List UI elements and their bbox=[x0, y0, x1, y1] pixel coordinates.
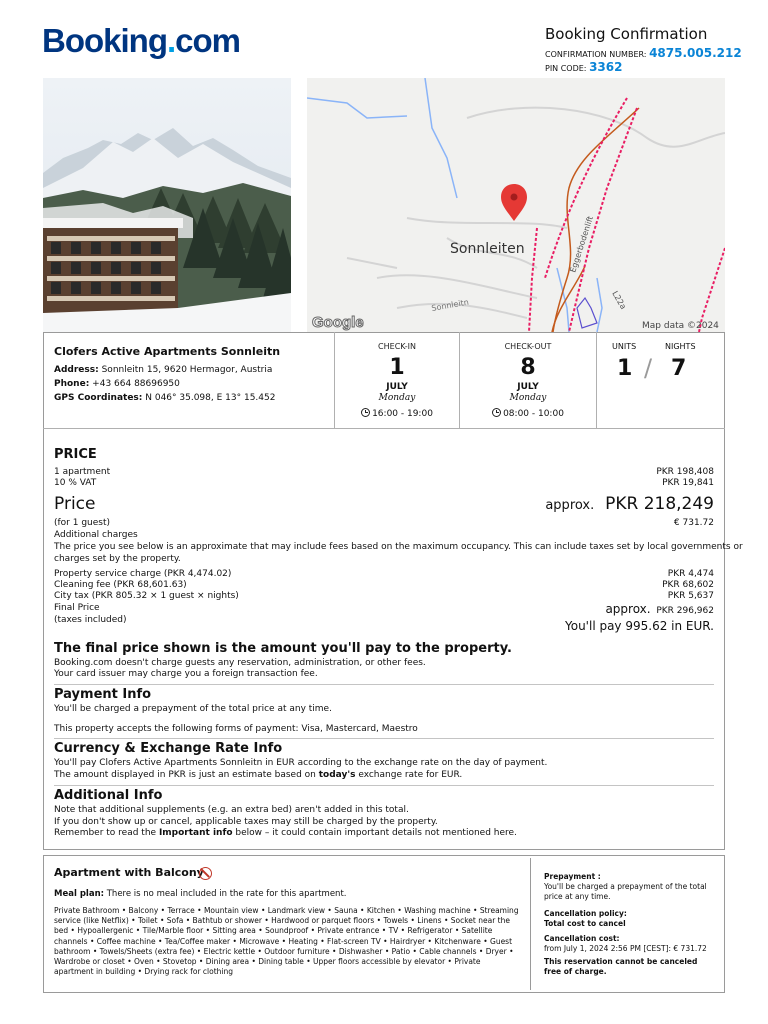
price-approx: approx. bbox=[545, 498, 595, 513]
taxes-included: (taxes included) bbox=[54, 615, 127, 625]
additional-charges-label: Additional charges bbox=[54, 530, 138, 540]
units-value: 1 bbox=[617, 356, 633, 381]
cleaning-fee-value: PKR 68,602 bbox=[662, 580, 714, 590]
clock-icon bbox=[492, 408, 501, 417]
pin-code-line bbox=[545, 60, 742, 74]
confirmation-title: Booking Confirmation bbox=[545, 25, 708, 43]
price-label: Price bbox=[54, 494, 96, 514]
property-name: Clofers Active Apartments Sonnleitn bbox=[54, 345, 281, 358]
phone-value: +43 664 88696950 bbox=[92, 379, 180, 389]
additional-info-line-1: Note that additional supplements (e.g. an extra bed) aren't added in this total. bbox=[54, 805, 409, 815]
units-label: UNITS bbox=[612, 342, 637, 351]
checkin-time-value: 16:00 - 19:00 bbox=[372, 409, 433, 419]
property-photo bbox=[43, 78, 291, 332]
guests-label: (for 1 guest) bbox=[54, 518, 111, 528]
final-approx: approx. bbox=[605, 602, 651, 616]
divider bbox=[54, 785, 714, 786]
prepayment-policy bbox=[544, 872, 716, 902]
vat-value: PKR 19,841 bbox=[662, 478, 714, 488]
apartment-label: 1 apartment bbox=[54, 467, 111, 477]
cancellation-cost-value: from July 1, 2024 2:56 PM [CEST]: € 731.72 bbox=[544, 944, 707, 953]
vat-label: 10 % VAT bbox=[54, 478, 97, 488]
map-credit: Map data ©2024 bbox=[642, 321, 719, 331]
important-info-link[interactable]: Important info bbox=[158, 828, 233, 838]
additional-line-3-c: below – it could contain important details not mentioned here. bbox=[232, 828, 517, 838]
cancellation-note-text: This reservation cannot be canceled free of charge. bbox=[544, 957, 698, 976]
currency-line-1: You'll pay Clofers Active Apartments Sonnleitn in EUR according to the exchange rate on the day of payment. bbox=[54, 758, 548, 768]
checkin-day: 1 bbox=[389, 355, 405, 380]
divider bbox=[54, 684, 714, 685]
final-price-line bbox=[605, 602, 714, 616]
final-note-line-1: Booking.com doesn't charge guests any reservation, administration, or other fees. bbox=[54, 658, 426, 668]
final-note-heading: The final price shown is the amount you'll pay to the property. bbox=[54, 641, 512, 656]
checkout-day: 8 bbox=[520, 355, 536, 380]
phone-label: Phone: bbox=[54, 379, 90, 389]
pin-code: 3362 bbox=[589, 60, 623, 74]
price-disclaimer-1: The price you see below is an approximate that may include fees based on the maximum occupancy. This can include taxes set by local governments or bbox=[54, 542, 743, 552]
checkin-month: JULY bbox=[386, 382, 408, 392]
cancellation-value: Total cost to cancel bbox=[544, 919, 626, 928]
property-phone bbox=[54, 379, 180, 389]
checkin-block bbox=[335, 342, 459, 419]
location-map[interactable] bbox=[307, 78, 725, 332]
checkin-weekday: Monday bbox=[378, 393, 416, 403]
meal-plan-value: There is no meal included in the rate for this apartment. bbox=[104, 889, 347, 899]
cleaning-fee-label: Cleaning fee (PKR 68,601.63) bbox=[54, 580, 187, 590]
map-canvas bbox=[307, 78, 725, 332]
currency-line-2-a: The amount displayed in PKR is just an estimate based on bbox=[54, 770, 319, 780]
checkin-time bbox=[335, 408, 459, 419]
confirmation-number-label: CONFIRMATION NUMBER: bbox=[545, 50, 647, 59]
divider bbox=[596, 332, 597, 428]
logo-text-dot: . bbox=[166, 22, 176, 59]
price-disclaimer-2: charges set by the property. bbox=[54, 554, 181, 564]
apartment-value: PKR 198,408 bbox=[656, 467, 714, 477]
address-label: Address: bbox=[54, 365, 99, 375]
cancellation-note bbox=[544, 957, 716, 977]
address-value: Sonnleitn 15, 9620 Hermagor, Austria bbox=[101, 365, 273, 375]
checkout-label: CHECK-OUT bbox=[504, 342, 552, 351]
payment-info-line-1: You'll be charged a prepayment of the total price at any time. bbox=[54, 704, 332, 714]
map-road-label-lift: Eggerbodenlift bbox=[568, 214, 596, 274]
property-gps bbox=[54, 393, 275, 403]
units-nights-separator: / bbox=[644, 354, 653, 382]
additional-info-heading: Additional Info bbox=[54, 788, 163, 803]
cancellation-policy bbox=[544, 909, 716, 929]
currency-line-2-bold: today's bbox=[318, 770, 356, 780]
gps-value: N 046° 35.098, E 13° 15.452 bbox=[145, 393, 276, 403]
gps-label: GPS Coordinates: bbox=[54, 393, 143, 403]
divider bbox=[54, 738, 714, 739]
service-charge-label: Property service charge (PKR 4,474.02) bbox=[54, 569, 232, 579]
logo-text-booking: Booking bbox=[42, 22, 167, 59]
map-google-logo: Google bbox=[312, 314, 364, 331]
checkout-time bbox=[460, 408, 596, 419]
no-smoking-icon bbox=[199, 867, 212, 880]
logo-text-com: com bbox=[175, 22, 241, 59]
prepayment-label: Prepayment : bbox=[544, 872, 601, 881]
facilities-list: Private Bathroom • Balcony • Terrace • Mountain view • Landmark view • Sauna • Kitchen • Washing machine • Streaming service (like Netflix) • Toilet • Sofa • Bathtub or shower • Hardwood or parquet floors • Towels • Linens • Socket near the bed • Hypoallergenic • Tile/Marble floor • Sitting area • Soundproof • Private entrance • TV • Refrigerator • Satellite channels • Coffee machine • Tea/Coffee maker • Microwave • Heating • Flat-screen TV • Hairdryer • Kitchenware • Guest bathroom • Towels/Sheets (extra fee) • Electric kettle • Outdoor furniture • Dishwasher • Patio • Cable channels • Dryer • Wardrobe or closet • Oven • Stovetop • Dining area • Dining table • Upper floors accessible by elevator • Private apartment in building • Drying rack for clothing bbox=[54, 906, 519, 977]
prepayment-value: You'll be charged a prepayment of the total price at any time. bbox=[544, 882, 707, 901]
divider bbox=[530, 858, 531, 990]
confirmation-box bbox=[545, 25, 742, 74]
map-road-label-sonnleitn: Sonnleitn bbox=[430, 297, 470, 313]
price-total: PKR 218,249 bbox=[605, 494, 714, 514]
nights-label: NIGHTS bbox=[665, 342, 696, 351]
clock-icon bbox=[361, 408, 370, 417]
meal-plan-label: Meal plan: bbox=[54, 889, 105, 899]
property-photo-image bbox=[43, 78, 291, 332]
price-eur: € 731.72 bbox=[673, 518, 714, 528]
additional-info-line-3 bbox=[54, 828, 517, 838]
price-heading: PRICE bbox=[54, 447, 97, 462]
pin-code-label: PIN CODE: bbox=[545, 64, 587, 73]
checkout-weekday: Monday bbox=[509, 393, 547, 403]
additional-line-3-a: Remember to read the bbox=[54, 828, 159, 838]
currency-line-2 bbox=[54, 770, 462, 780]
divider bbox=[43, 428, 725, 429]
map-place-label: Sonnleiten bbox=[450, 241, 525, 257]
booking-logo bbox=[42, 22, 240, 60]
final-price-value: PKR 296,962 bbox=[656, 606, 714, 616]
confirmation-number: 4875.005.212 bbox=[649, 46, 742, 60]
checkout-block bbox=[460, 342, 596, 419]
property-address bbox=[54, 365, 272, 375]
checkin-label: CHECK-IN bbox=[378, 342, 416, 351]
payment-info-line-2: This property accepts the following forms of payment: Visa, Mastercard, Maestro bbox=[54, 724, 418, 734]
cancellation-label: Cancellation policy: bbox=[544, 909, 627, 918]
cancellation-cost bbox=[544, 934, 716, 954]
map-road-label-l22a: L22a bbox=[610, 289, 628, 311]
final-price-label: Final Price bbox=[54, 603, 100, 613]
meal-plan bbox=[54, 889, 346, 899]
confirmation-number-line bbox=[545, 46, 742, 60]
final-note-line-2: Your card issuer may charge you a foreign transaction fee. bbox=[54, 669, 318, 679]
payment-info-heading: Payment Info bbox=[54, 687, 152, 702]
checkout-time-value: 08:00 - 10:00 bbox=[503, 409, 564, 419]
checkout-month: JULY bbox=[517, 382, 539, 392]
currency-line-2-c: exchange rate for EUR. bbox=[355, 770, 463, 780]
nights-value: 7 bbox=[671, 356, 687, 381]
service-charge-value: PKR 4,474 bbox=[667, 569, 714, 579]
city-tax-value: PKR 5,637 bbox=[667, 591, 714, 601]
youll-pay-eur: You'll pay 995.62 in EUR. bbox=[565, 619, 714, 633]
apartment-title: Apartment with Balcony bbox=[54, 866, 204, 879]
additional-info-line-2: If you don't show up or cancel, applicable taxes may still be charged by the property. bbox=[54, 817, 438, 827]
price-total-line bbox=[545, 494, 714, 514]
cancellation-cost-label: Cancellation cost: bbox=[544, 934, 620, 943]
currency-heading: Currency & Exchange Rate Info bbox=[54, 741, 283, 756]
city-tax-label: City tax (PKR 805.32 × 1 guest × nights) bbox=[54, 591, 239, 601]
